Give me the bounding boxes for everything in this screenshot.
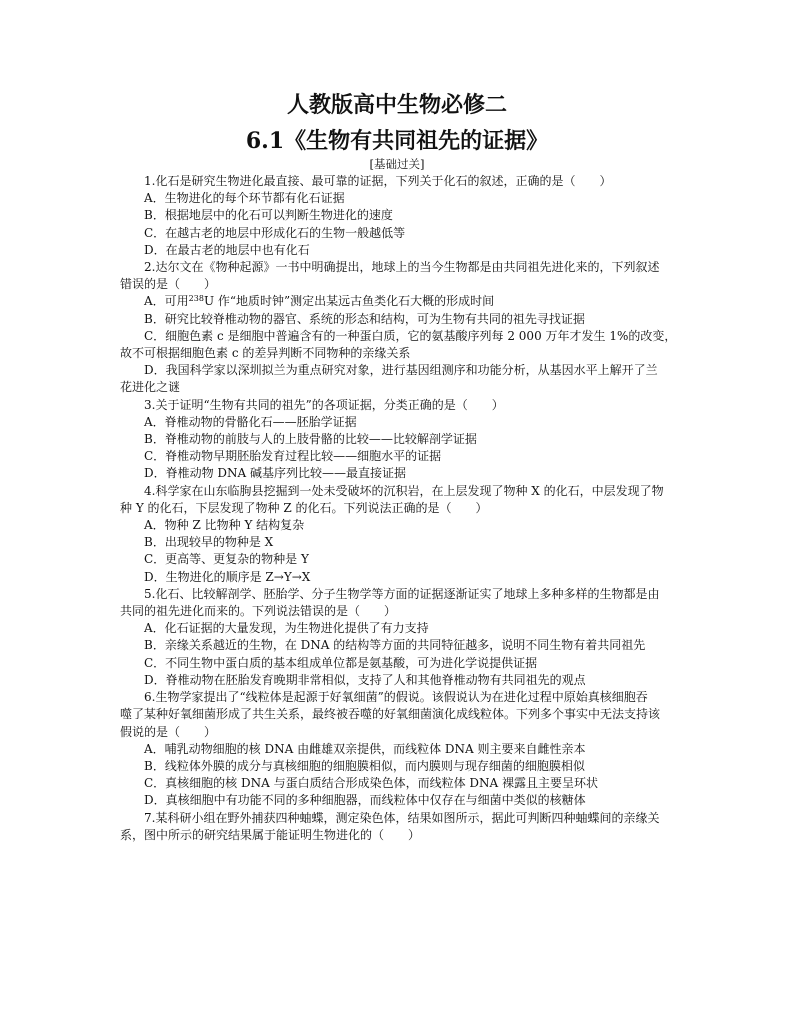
question-2-stem: 2.达尔文在《物种起源》一书中明确提出，地球上的当今生物都是由共同祖先进化来的，下列叙述	[144, 260, 660, 275]
question-4-option-d: D．生物进化的顺序是 Z→Y→X	[144, 569, 311, 584]
question-2-stem-cont: 错误的是（ ）	[120, 277, 217, 292]
question-6-option-d: D．真核细胞中有功能不同的多种细胞器，而线粒体中仅存在与细菌中类似的核糖体	[144, 793, 586, 808]
question-5-option-c: C．不同生物中蛋白质的基本组成单位都是氨基酸，可为进化学说提供证据	[144, 655, 538, 670]
question-6-stem: 6.生物学家提出了“线粒体是起源于好氧细菌”的假说。该假说认为在进化过程中原始真核细胞吞	[144, 690, 648, 705]
question-3-option-a: A．脊椎动物的骨骼化石——胚胎学证据	[144, 414, 357, 429]
question-2-option-c-cont: 故不可根据细胞色素 c 的差异判断不同物种的亲缘关系	[120, 346, 411, 361]
question-list	[120, 173, 680, 844]
question-2-option-a	[120, 293, 680, 310]
question-1-stem: 1.化石是研究生物进化最直接、最可靠的证据，下列关于化石的叙述，正确的是（ ）	[144, 174, 612, 188]
question-6-stem-cont-2: 假说的是（ ）	[120, 724, 217, 739]
question-4-option-b: B．出现较早的物种是 X	[144, 535, 274, 550]
question-2-option-a-post: U 作“地质时钟”测定出某远古鱼类化石大概的形成时间	[203, 294, 495, 309]
question-5-option-a: A．化石证据的大量发现，为生物进化提供了有力支持	[144, 621, 429, 636]
question-3-option-b: B．脊椎动物的前肢与人的上肢骨骼的比较——比较解剖学证据	[144, 432, 477, 447]
question-6-option-c: C．真核细胞的核 DNA 与蛋白质结合形成染色体，而线粒体 DNA 裸露且主要呈环状	[144, 776, 599, 791]
question-7-stem-cont: 系，图中所示的研究结果属于能证明生物进化的（ ）	[120, 827, 421, 842]
question-6-stem-cont-1: 噬了某种好氧细菌形成了共生关系，最终被吞噬的好氧细菌演化成线粒体。下列多个事实中无法支持该	[120, 707, 661, 722]
question-1-option-b: B．根据地层中的化石可以判断生物进化的速度	[144, 208, 393, 223]
question-5-stem-cont: 共同的祖先进化而来的。下列说法错误的是（ ）	[120, 604, 397, 619]
question-3-stem: 3.关于证明“生物有共同的祖先”的各项证据，分类正确的是（ ）	[144, 397, 504, 412]
document-subtitle: 6.1《生物有共同祖先的证据》	[245, 128, 549, 154]
question-5-option-b: B．亲缘关系越近的生物，在 DNA 的结构等方面的共同特征越多，说明不同生物有着共同祖先	[144, 638, 646, 653]
document-title: 人教版高中生物必修二	[286, 92, 507, 118]
question-3-option-d: D．脊椎动物 DNA 碱基序列比较——最直接证据	[144, 466, 407, 481]
section-label: [基础过关]	[369, 157, 425, 171]
question-5-option-d: D．脊椎动物在胚胎发育晚期非常相似，支持了人和其他脊椎动物有共同祖先的观点	[144, 672, 586, 687]
question-6-option-a: A．哺乳动物细胞的核 DNA 由雌雄双亲提供，而线粒体 DNA 则主要来自雌性亲本	[144, 741, 586, 756]
question-4-stem: 4.科学家在山东临朐县挖掘到一处未受破坏的沉积岩，在上层发现了物种 X 的化石，中层发现了物	[144, 483, 664, 498]
question-4-option-c: C．更高等、更复杂的物种是 Y	[144, 552, 309, 567]
question-1-option-a: A．生物进化的每个环节都有化石证据	[144, 191, 345, 206]
question-2-option-d: D．我国科学家以深圳拟兰为重点研究对象，进行基因组测序和功能分析，从基因水平上解开了兰	[144, 363, 658, 378]
question-2-option-a-pre: A．可用	[144, 294, 189, 309]
question-1-option-c: C．在越古老的地层中形成化石的生物一般越低等	[144, 225, 406, 240]
question-4-stem-cont: 种 Y 的化石，下层发现了物种 Z 的化石。下列说法正确的是（ ）	[120, 500, 488, 515]
question-6-option-b: B．线粒体外膜的成分与真核细胞的细胞膜相似，而内膜则与现存细菌的细胞膜相似	[144, 758, 585, 773]
question-2-option-c: C．细胞色素 c 是细胞中普遍含有的一种蛋白质，它的氨基酸序列每 2 000 万年才发生 1%的改变，	[144, 328, 677, 343]
question-4-option-a: A．物种 Z 比物种 Y 结构复杂	[144, 518, 305, 533]
question-3-option-c: C．脊椎动物早期胚胎发育过程比较——细胞水平的证据	[144, 449, 442, 464]
question-1-option-d: D．在最古老的地层中也有化石	[144, 242, 310, 257]
isotope-superscript: 238	[188, 294, 204, 304]
question-5-stem: 5.化石、比较解剖学、胚胎学、分子生物学等方面的证据逐渐证实了地球上多种多样的生物都是由	[144, 586, 660, 601]
question-2-option-d-cont: 花进化之谜	[120, 380, 181, 395]
question-2-option-b: B．研究比较脊椎动物的器官、系统的形态和结构，可为生物有共同的祖先寻找证据	[144, 311, 585, 326]
question-7-stem: 7.某科研小组在野外捕获四种蚰蝶，测定染色体，结果如图所示，据此可判断四种蚰蝶间的亲缘关	[144, 810, 660, 825]
